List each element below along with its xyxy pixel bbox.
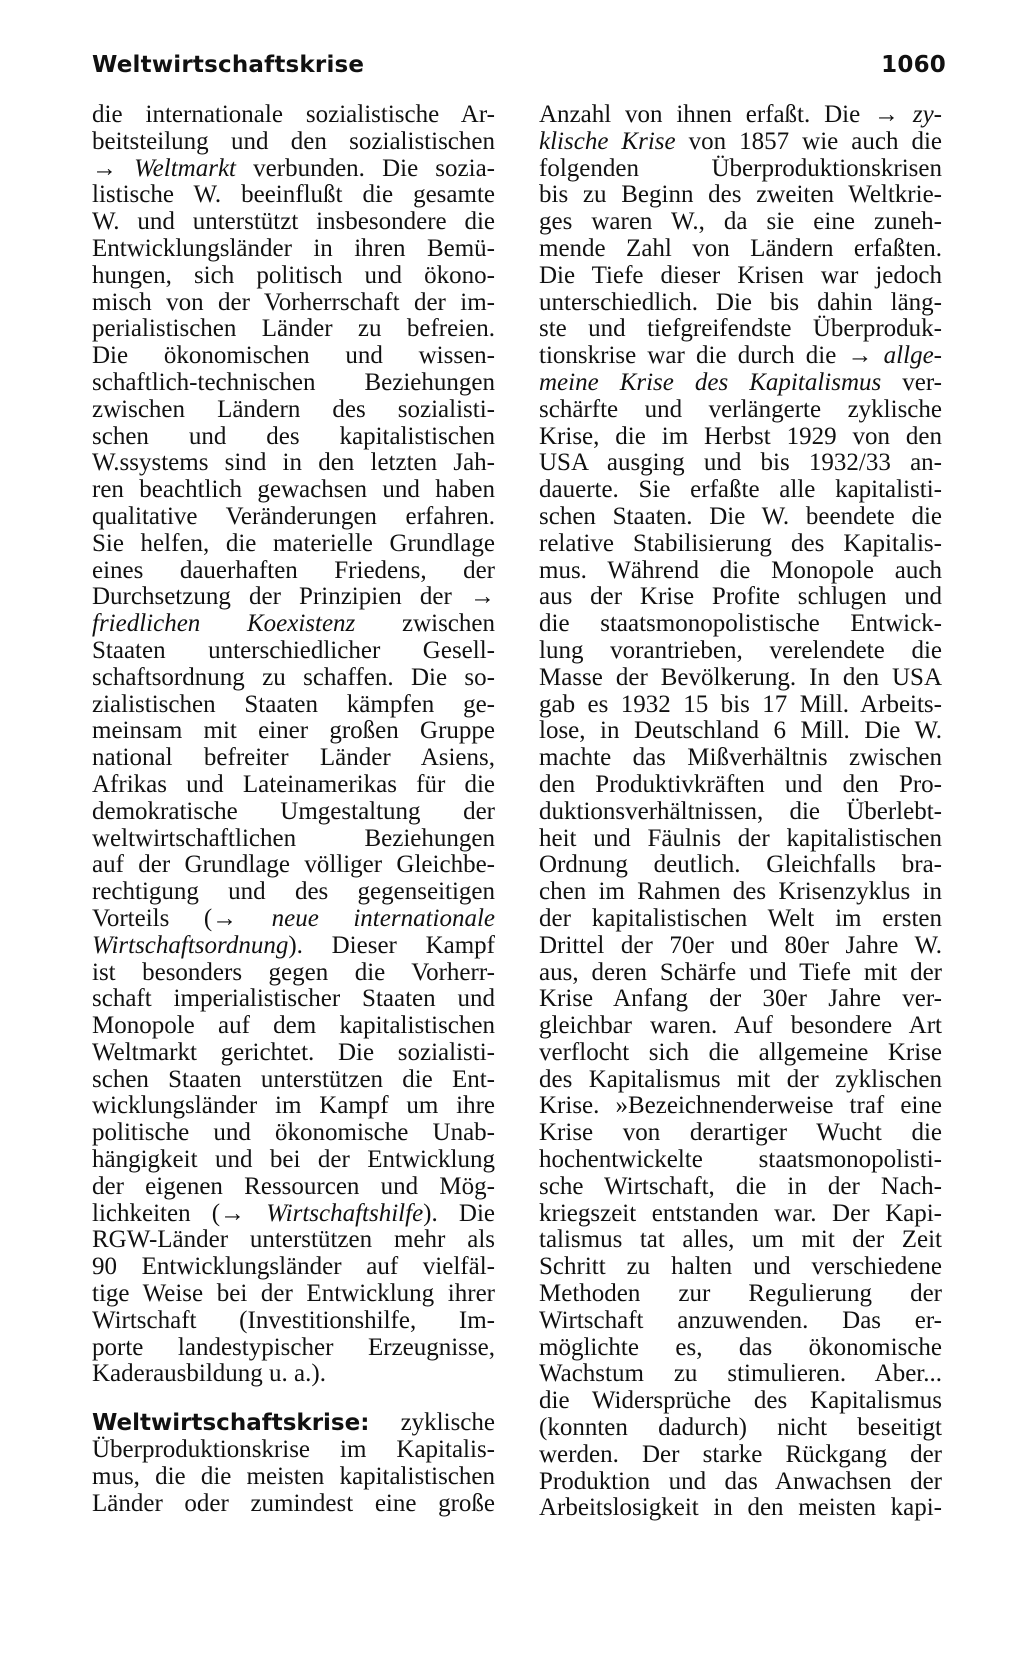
text-line <box>539 799 942 826</box>
cross-reference: meine Krise des Kapitalismus <box>539 368 882 396</box>
text-line <box>539 156 942 183</box>
text-run: Schritt zu halten und verschiedene <box>539 1253 942 1281</box>
text-run: RGW-Länder unterstützen mehr als <box>92 1226 495 1254</box>
text-line <box>92 1491 495 1518</box>
text-line <box>539 906 942 933</box>
text-run: Weltmarkt gerichtet. Die sozialisti- <box>92 1038 495 1066</box>
text-line <box>92 343 495 370</box>
text-line <box>539 316 942 343</box>
text-run: talismus tat alles, um mit der Zeit <box>539 1226 942 1254</box>
text-line <box>92 960 495 987</box>
text-run: verflocht sich die allgemeine Krise <box>539 1038 942 1066</box>
text-run: aus, deren Schärfe und Tiefe mit der <box>539 958 942 986</box>
text-run: tige Weise bei der Entwicklung ihrer <box>92 1280 495 1308</box>
text-line <box>92 182 495 209</box>
text-run: misch von der Vorherrschaft der im- <box>92 288 495 316</box>
text-line <box>539 1227 942 1254</box>
text-run: porte landestypischer Erzeugnisse, <box>92 1333 495 1361</box>
text-line <box>92 1335 495 1362</box>
text-run: Die Tiefe dieser Krisen war jedoch <box>539 261 942 289</box>
text-line <box>92 799 495 826</box>
text-run: Wirtschaft (Investitionshilfe, Im- <box>92 1306 495 1334</box>
text-line <box>539 879 942 906</box>
text-run: ges waren W., da sie eine zuneh- <box>539 208 942 236</box>
text-run: relative Stabilisierung des Kapitalis- <box>539 529 942 557</box>
text-line <box>539 424 942 451</box>
text-run: beitsteilung und den sozialistischen <box>92 127 495 155</box>
text-run: den Produktivkräften und den Pro- <box>539 770 942 798</box>
text-line <box>92 236 495 263</box>
text-line <box>539 1388 942 1415</box>
text-run: Anzahl von ihnen erfaßt. Die → <box>539 101 913 128</box>
text-run: Monopole auf dem kapitalistischen <box>92 1012 495 1040</box>
text-line <box>539 290 942 317</box>
text-line <box>539 397 942 424</box>
text-run: heit und Fäulnis der kapitalistischen <box>539 824 942 852</box>
text-run: 90 Entwicklungsländer auf vielfäl- <box>92 1253 495 1281</box>
text-line <box>539 1469 942 1496</box>
text-run: verbunden. Die sozia- <box>236 154 496 182</box>
text-line <box>92 1067 495 1094</box>
text-run: dauerte. Sie erfaßte alle kapitalisti- <box>539 476 942 504</box>
text-line <box>539 665 942 692</box>
text-run: gleichbar waren. Auf besondere Art <box>539 1012 942 1040</box>
text-line <box>539 263 942 290</box>
text-run: chen im Rahmen des Krisenzyklus in <box>539 878 942 906</box>
running-head: Weltwirtschaftskrise <box>92 52 365 78</box>
text-run: hungen, sich politisch und ökono- <box>92 261 495 289</box>
text-run: von 1857 wie auch die <box>675 127 942 155</box>
text-run: bis zu Beginn des zweiten Weltkrie- <box>539 181 942 209</box>
text-line <box>92 558 495 585</box>
text-line <box>539 182 942 209</box>
text-line <box>539 209 942 236</box>
text-line <box>539 584 942 611</box>
text-line <box>92 370 495 397</box>
text-run: auf der Grundlage völliger Gleichbe- <box>92 851 495 879</box>
text-line <box>539 1013 942 1040</box>
text-run: Krise Anfang der 30er Jahre ver- <box>539 985 942 1013</box>
text-line <box>539 826 942 853</box>
text-line <box>92 1254 495 1281</box>
text-line <box>539 370 942 397</box>
cross-reference: Weltmarkt <box>134 154 236 182</box>
text-line <box>539 745 942 772</box>
text-run: Länder oder zumindest eine große <box>92 1489 495 1517</box>
cross-reference: friedlichen Koexistenz <box>92 610 356 638</box>
text-run: Krise von derartiger Wucht die <box>539 1119 942 1147</box>
text-run: folgenden Überproduktionskrisen <box>539 154 942 182</box>
text-run: werden. Der starke Rückgang der <box>539 1440 942 1468</box>
text-line <box>539 960 942 987</box>
text-run: tionskrise war die durch die → <box>539 342 884 370</box>
text-line <box>539 1415 942 1442</box>
text-run: lichkeiten (→ <box>92 1199 267 1227</box>
text-line <box>539 1254 942 1281</box>
text-run: sche Wirtschaft, die in der Nach- <box>539 1172 942 1200</box>
text-run: rechtigung und des gegenseitigen <box>92 878 495 906</box>
cross-reference: Wirtschaftshilfe <box>266 1199 424 1227</box>
text-line <box>539 852 942 879</box>
text-run: die staatsmonopolistische Entwick- <box>539 610 942 638</box>
text-run: wicklungsländer im Kampf um ihre <box>92 1092 495 1120</box>
text-line <box>539 1040 942 1067</box>
text-run: unterschiedlich. Die bis dahin läng- <box>539 288 942 316</box>
text-line <box>539 933 942 960</box>
text-run: demokratische Umgestaltung der <box>92 797 495 825</box>
text-line <box>539 638 942 665</box>
text-run: zwischen <box>355 610 495 638</box>
text-run: Drittel der 70er und 80er Jahre W. <box>539 931 942 959</box>
text-line <box>92 156 495 183</box>
text-run: Wachstum zu stimulieren. Aber... <box>539 1360 942 1388</box>
text-run: politische und ökonomische Unab- <box>92 1119 495 1147</box>
text-line <box>539 1067 942 1094</box>
text-run: ste und tiefgreifendste Überproduk- <box>539 315 942 343</box>
text-line <box>539 236 942 263</box>
text-run: Sie helfen, die materielle Grundlage <box>92 529 495 557</box>
text-line <box>92 772 495 799</box>
entry-headword: Weltwirtschaftskrise: <box>92 1410 370 1437</box>
text-run: kriegszeit entstanden war. Der Kapi- <box>539 1199 942 1227</box>
text-run: Produktion und das Anwachsen der <box>539 1467 942 1495</box>
text-run: schärfte und verlängerte zyklische <box>539 395 942 423</box>
text-run: Ordnung deutlich. Gleichfalls bra- <box>539 851 942 879</box>
text-line <box>92 986 495 1013</box>
right-text-column <box>539 102 942 1522</box>
text-line <box>92 424 495 451</box>
text-run: perialistischen Länder zu befreien. <box>92 315 495 343</box>
text-run: der eigenen Ressourcen und Mög- <box>92 1172 495 1200</box>
text-line <box>92 397 495 424</box>
text-line <box>92 263 495 290</box>
text-run: Überproduktionskrise im Kapitalis- <box>92 1436 495 1464</box>
text-run: des Kapitalismus mit der zyklischen <box>539 1065 942 1093</box>
text-run: listische W. beeinflußt die gesamte <box>92 181 495 209</box>
text-run: W.ssystems sind in den letzten Jah- <box>92 449 495 477</box>
text-run: zwischen Ländern des sozialisti- <box>92 395 495 423</box>
text-run: national befreiter Länder Asiens, <box>92 744 495 772</box>
text-run: Methoden zur Regulierung der <box>539 1280 942 1308</box>
text-run: Krise. »Bezeichnenderweise traf eine <box>539 1092 942 1120</box>
text-run: Afrikas und Lateinamerikas für die <box>92 770 495 798</box>
text-run: mende Zahl von Ländern erfaßten. <box>539 234 942 262</box>
text-run: W. und unterstützt insbesondere die <box>92 208 495 236</box>
text-line <box>539 1335 942 1362</box>
text-run: ren beachtlich gewachsen und haben <box>92 476 495 504</box>
text-line <box>539 558 942 585</box>
text-line <box>92 1281 495 1308</box>
cross-reference: klische Krise <box>539 127 676 155</box>
text-run: Kaderausbildung u. a.). <box>92 1360 326 1388</box>
text-run: Vorteils (→ <box>92 904 272 932</box>
text-line <box>92 290 495 317</box>
text-line <box>92 1174 495 1201</box>
text-run: USA ausging und bis 1932/33 an- <box>539 449 942 477</box>
text-line <box>92 1437 495 1464</box>
text-line <box>539 102 942 129</box>
text-line <box>92 1227 495 1254</box>
text-run: hochentwickelte staatsmonopolisti- <box>539 1146 942 1174</box>
text-line <box>92 611 495 638</box>
paragraph-gap <box>92 1388 495 1410</box>
text-run: schaft imperialistischer Staaten und <box>92 985 495 1013</box>
text-line <box>92 1120 495 1147</box>
text-run: gab es 1932 15 bis 17 Mill. Arbeits- <box>539 690 942 718</box>
text-run: lose, in Deutschland 6 Mill. Die W. <box>539 717 942 745</box>
text-run: möglichte es, das ökonomische <box>539 1333 942 1361</box>
text-line <box>539 531 942 558</box>
text-line <box>539 1201 942 1228</box>
text-line <box>92 852 495 879</box>
text-line <box>92 1361 495 1388</box>
text-line <box>539 1361 942 1388</box>
left-text-column <box>92 102 495 1517</box>
text-line <box>539 343 942 370</box>
text-run: Masse der Bevölkerung. In den USA <box>539 663 942 691</box>
text-line <box>539 1308 942 1335</box>
text-line <box>539 692 942 719</box>
text-line <box>92 316 495 343</box>
text-run: die Widersprüche des Kapitalismus <box>539 1387 942 1415</box>
text-run: (konnten dadurch) nicht beseitigt <box>539 1414 942 1442</box>
text-line <box>92 209 495 236</box>
text-run: Krise, die im Herbst 1929 von den <box>539 422 942 450</box>
text-line <box>92 1464 495 1491</box>
text-run: Staaten unterschiedlicher Gesell- <box>92 636 495 664</box>
text-line <box>92 1308 495 1335</box>
text-line <box>92 826 495 853</box>
text-line <box>539 504 942 531</box>
text-line <box>539 1147 942 1174</box>
text-run: ). Die <box>423 1199 495 1227</box>
text-line <box>539 1174 942 1201</box>
text-run: Arbeitslosigkeit in den meisten kapi- <box>539 1494 942 1522</box>
text-line <box>539 1093 942 1120</box>
text-run: qualitative Veränderungen erfahren. <box>92 502 495 530</box>
text-line <box>92 718 495 745</box>
text-line <box>539 611 942 638</box>
text-run: meinsam mit einer großen Gruppe <box>92 717 495 745</box>
text-run: Durchsetzung der Prinzipien der → <box>92 583 495 611</box>
cross-reference: Wirtschaftsordnung <box>92 931 289 959</box>
text-line <box>539 1442 942 1469</box>
text-line <box>92 1410 495 1437</box>
text-run: Die ökonomischen und wissen- <box>92 342 495 370</box>
text-line <box>539 986 942 1013</box>
text-line <box>92 879 495 906</box>
text-line <box>92 1013 495 1040</box>
text-run: eines dauerhaften Friedens, der <box>92 556 495 584</box>
text-line <box>92 531 495 558</box>
text-run: ist besonders gegen die Vorherr- <box>92 958 495 986</box>
text-run: ). Dieser Kampf <box>288 931 495 959</box>
text-line <box>539 450 942 477</box>
text-line <box>539 1281 942 1308</box>
text-line <box>92 1201 495 1228</box>
text-line <box>539 477 942 504</box>
text-line <box>92 745 495 772</box>
text-run: lung vorantrieben, verelendete die <box>539 636 942 664</box>
text-line <box>539 772 942 799</box>
text-run: mus. Während die Monopole auch <box>539 556 942 584</box>
text-run: duktionsverhältnissen, die Überlebt- <box>539 797 942 825</box>
text-run: Wirtschaft anzuwenden. Das er- <box>539 1306 942 1334</box>
text-run: zialistischen Staaten kämpfen ge- <box>92 690 495 718</box>
text-run: hängigkeit und bei der Entwicklung <box>92 1146 495 1174</box>
text-run: Entwicklungsländer in ihren Bemü- <box>92 234 495 262</box>
cross-reference: zy- <box>912 101 942 128</box>
text-line <box>92 665 495 692</box>
text-line <box>92 692 495 719</box>
text-run: ver- <box>881 368 942 396</box>
text-run: die internationale sozialistische Ar- <box>92 101 495 128</box>
text-line <box>92 504 495 531</box>
text-run: schaftsordnung zu schaffen. Die so- <box>92 663 495 691</box>
text-line <box>92 638 495 665</box>
text-line <box>539 1495 942 1522</box>
text-run: → <box>92 154 135 182</box>
cross-reference: allge- <box>883 342 942 370</box>
text-line <box>92 102 495 129</box>
text-run: schen Staaten. Die W. beendete die <box>539 502 942 530</box>
text-run: zyklische <box>369 1409 495 1437</box>
text-run: aus der Krise Profite schlugen und <box>539 583 942 611</box>
page-number: 1060 <box>881 52 946 78</box>
text-run: weltwirtschaftlichen Beziehungen <box>92 824 495 852</box>
text-line <box>92 906 495 933</box>
text-line <box>92 129 495 156</box>
text-line <box>92 450 495 477</box>
text-line <box>539 718 942 745</box>
text-run: machte das Mißverhältnis zwischen <box>539 744 942 772</box>
text-line <box>92 584 495 611</box>
text-line <box>92 1040 495 1067</box>
text-run: schaftlich-technischen Beziehungen <box>92 368 495 396</box>
cross-reference: neue internationale <box>271 904 495 932</box>
text-run: der kapitalistischen Welt im ersten <box>539 904 942 932</box>
text-line <box>92 1147 495 1174</box>
text-line <box>92 477 495 504</box>
text-line <box>539 1120 942 1147</box>
text-run: schen Staaten unterstützen die Ent- <box>92 1065 495 1093</box>
text-run: schen und des kapitalistischen <box>92 422 495 450</box>
text-run: mus, die die meisten kapitalistischen <box>92 1462 495 1490</box>
text-line <box>539 129 942 156</box>
text-line <box>92 1093 495 1120</box>
text-line <box>92 933 495 960</box>
